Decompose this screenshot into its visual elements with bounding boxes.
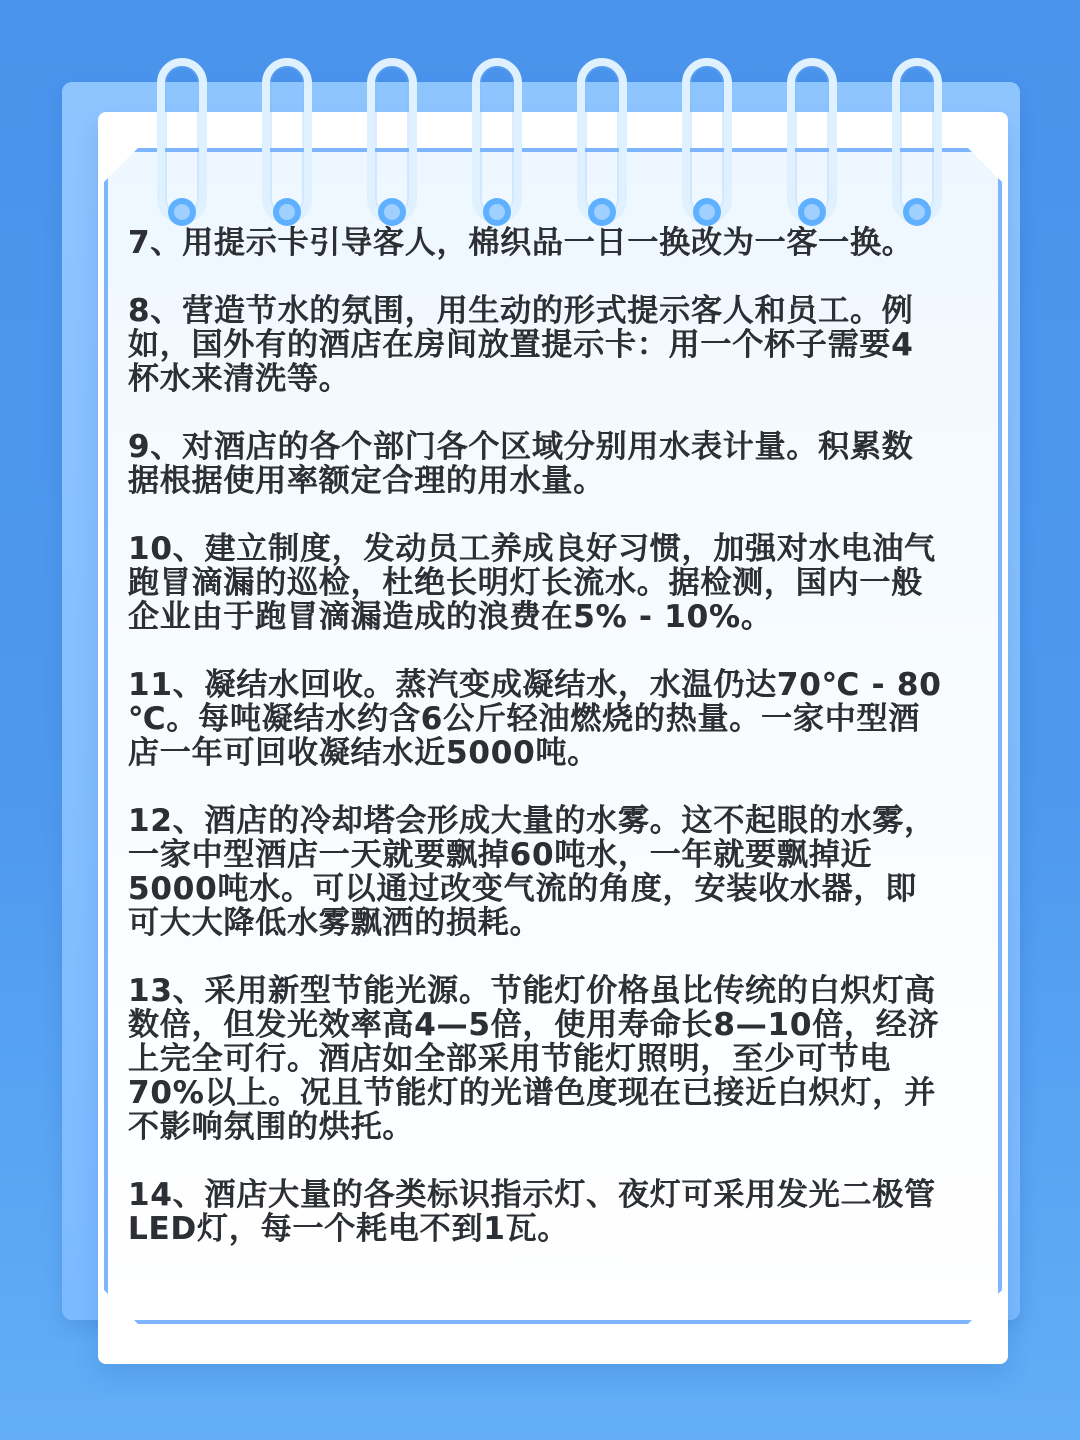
tip-8: 8、营造节水的氛围，用生动的形式提示客人和员工。例 如，国外有的酒店在房间放置提示卡：用一个杯子需要4 杯水来清洗等。 [128,293,914,397]
tip-10: 10、建立制度，发动员工养成良好习惯，加强对水电油气 跑冒滴漏的巡检，杜绝长明灯长流水。据检测，国内一般 企业由于跑冒滴漏造成的浪费在5% - 10%。 [128,531,936,635]
tips-list [128,226,998,1280]
tip-9: 9、对酒店的各个部门各个区域分别用水表计量。积累数 据根据使用率额定合理的用水量。 [128,429,914,499]
tip-7: 7、用提示卡引导客人，棉织品一日一换改为一客一换。 [128,225,914,261]
tip-14: 14、酒店大量的各类标识指示灯、夜灯可采用发光二极管 LED灯，每一个耗电不到1瓦。 [128,1177,936,1247]
tip-12: 12、酒店的冷却塔会形成大量的水雾。这不起眼的水雾， 一家中型酒店一天就要飘掉60吨水，一年就要飘掉近 5000吨水。可以通过改变气流的角度，安装收水器，即 可大大降低水雾飘洒的损耗。 [128,803,936,941]
tip-13: 13、采用新型节能光源。节能灯价格虽比传统的白炽灯高 数倍，但发光效率高4—5倍，使用寿命长8—10倍，经济 上完全可行。酒店如全部采用节能灯照明，至少可节电 70%以上。况且节能灯的光谱色度现在已接近白炽灯，并 不影响氛围的烘托。 [128,973,940,1145]
tip-11: 11、凝结水回收。蒸汽变成凝结水，水温仍达70℃ - 80 ℃。每吨凝结水约含6公斤轻油燃烧的热量。一家中型酒 店一年可回收凝结水近5000吨。 [128,667,942,771]
